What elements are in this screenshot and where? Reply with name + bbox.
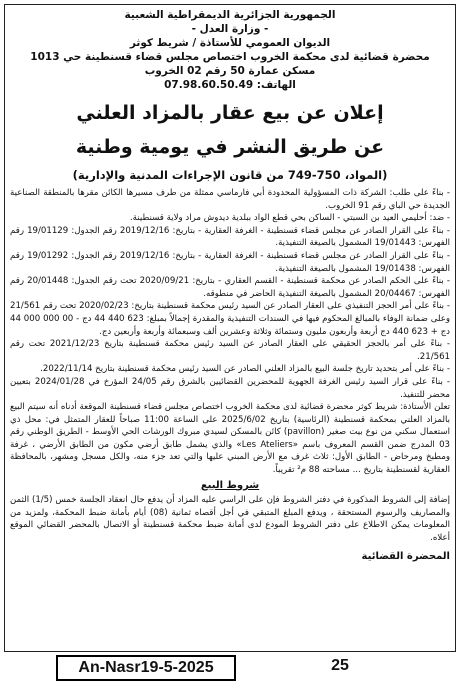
header-line-2: - وزارة العدل - — [191, 23, 269, 35]
page-number: 25 — [331, 657, 349, 674]
paragraph: - بناءً على أمر الحجز التنفيذي على العقار الصادر عن السيد رئيس محكمة قسنطينة بتاريخ: 2020/02/23 تحت رقم 21/561 وعلى ضمانة الوفاء بالمبالغ المحكوم فيها في السندات التنفيذية والمقدرة إجمالاً بمبلغ: 623 440 44 دج - 00 000 000 44 دج + 623 440 دج أربعة وأربعون مليون وستمائة وثلاثة وعشرين ألف وسبعمائة وأربعة وأربعين دج. — [10, 301, 451, 337]
conditions-paragraph: إضافة إلى الشروط المذكورة في دفتر الشروط فإن على الراسي عليه المزاد أن يدفع حال انعقاد الجلسة خمس (1/5) الثمن والمصاريف والرسوم المستحقة ، ويدفع المبلغ المتبقي في أجل أقصاه ثمانية (08) أيام بأمانة ضبط المحكمة، ولمزيد من المعلومات يمكن الاطلاع على دفتر الشروط المودع لدى أمانة ضبط محكمة قسنطينة أو الاتصال بالمحضر القضائي الموقع أعلاه. — [10, 495, 450, 544]
paragraph: - ضد: أحليمي العيد بن السبتي - الساكن بحي قطع الواد ببلدية ديدوش مراد ولاية قسنطينة. — [129, 213, 450, 224]
header-line-3: الديوان العمومي للأستاذة / شريط كوثر — [129, 37, 331, 49]
signature: المحضرة القضائية — [361, 550, 450, 562]
paragraph: - بناءً على طلب: الشركة ذات المسؤولية المحدودة أبي فارماسي ممثلة من طرف مسيرها الكائن مقرها بالمنطقة الصناعية الجديدة حي الباي رقم 91 الخروب. — [10, 188, 450, 211]
paragraph: - بناءً على قرار السيد رئيس الغرفة الجهوية للمحضرين القضائيين بالشرق رقم 24/05 المؤرخ في 2024/01/28 بتعيين محضر للتنفيذ. — [10, 376, 451, 400]
page-footer — [0, 655, 460, 685]
issuer-header — [10, 8, 450, 92]
paragraph: - بناءً على القرار الصادر عن مجلس قضاء قسنطينة - الغرفة العقارية - بتاريخ: 2019/12/16 رقم الجدول: 19/01129 رقم الفهرس: 19/01443 المشمول بالصيغة التنفيذية. — [10, 225, 450, 249]
notice-subtitle: (المواد، 750-749 من قانون الإجراءات المدنية والإدارية) — [72, 168, 388, 182]
header-line-4: محضرة قضائية لدى محكمة الخروب اختصاص مجلس قضاء قسنطينة حي 1013 — [30, 51, 430, 63]
notice-title: إعلان عن بيع عقار بالمزاد العلني — [76, 102, 384, 124]
paragraph: - بناءً على الحكم الصادر عن محكمة قسنطينة - القسم العقاري - بتاريخ: 2020/09/21 تحت رقم الجدول: 20/01448 رقم الفهرس: 20/04467 المشمول بالصيغة التنفيذية الحاضر في منطوقه. — [10, 276, 451, 299]
paragraph: - بناءً على أمر بتحديد تاريخ جلسة البيع بالمزاد العلني الصادر عن السيد رئيس محكمة قسنطينة بتاريخ 2022/11/14. — [40, 364, 450, 375]
paragraph: - بناءً على القرار الصادر عن مجلس قضاء قسنطينة - الغرفة العقارية - بتاريخ: 2019/12/16 رقم الجدول: 19/01292 رقم الفهرس: 19/01438 المشمول بالصيغة التنفيذية. — [10, 250, 450, 274]
paragraph: - بناءً على أمر بالحجز الحقيقي على العقار الصادر عن السيد رئيس محكمة قسنطينة بتاريخ 2021/12/23 تحت رقم 21/561. — [10, 339, 450, 362]
paragraph: تعلن الأستاذة: شريط كوثر محضرة قضائية لدى محكمة الخروب اختصاص مجلس قضاء قسنطينة الموقعة أدناه أنه سيتم البيع بالمزاد العلني بمحكمة قسنطينة (الرئاسية) بتاريخ 2025/6/02 على الساعة 11:00 صباحاً للعقار المتمثل في: محل ذي استعمال سكني من نوع بيت صغير (pavillon) كائن بالمسكن لسيدي مبروك الورشات الحي الأوسط - الطريق الوطني رقم 03 المدرج ضمن القسم المعروف باسم «Les Ateliers» والذي يشمل طابق أرضي مكون من الطابق الأرضي ، غرفة ومطبخ ومرحاض - الطابق الأول: ثلاث غرف مع الأرض المبني عليها والتي تعد جزء منه، والكل مسجل ومشهر، بالمحافظة العقارية لقسنطينة بتاريخ ... مساحته 88 م² تقريباً. — [10, 402, 451, 476]
notice-body — [10, 187, 450, 545]
header-line-5: مسكن عمارة 50 رقم 02 الخروب — [144, 65, 316, 77]
legal-notice — [10, 8, 450, 562]
notice-title-2: عن طريق النشر في يومية وطنية — [75, 136, 385, 158]
header-line-6: الهاتف: 07.98.60.50.49 — [164, 79, 296, 91]
header-line-1: الجمهورية الجزائرية الديمقراطية الشعبية — [124, 9, 336, 21]
newspaper-date-box: An-Nasr19-5-2025 — [56, 655, 236, 681]
section-title: شروط البيع — [200, 479, 260, 491]
